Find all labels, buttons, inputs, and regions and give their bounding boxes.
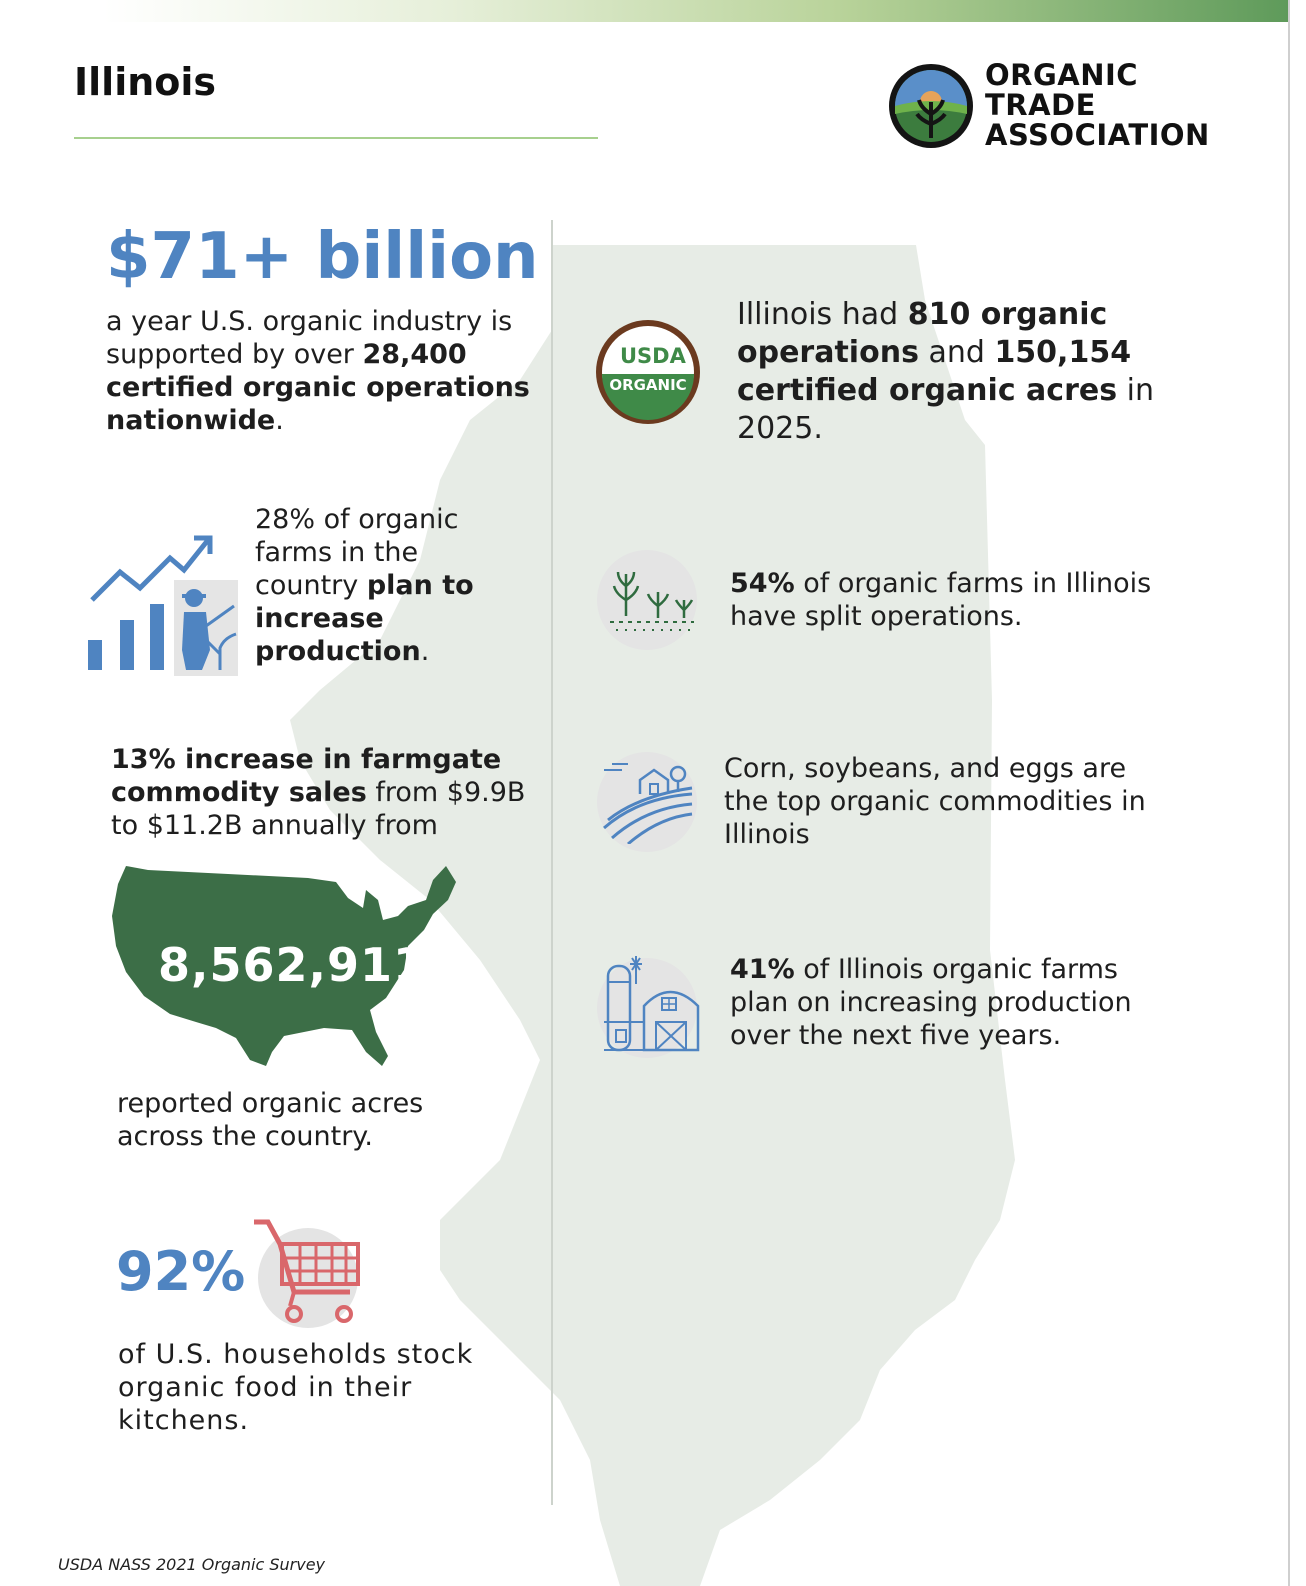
plan-increase-text xyxy=(255,503,495,668)
source-citation: USDA NASS 2021 Organic Survey xyxy=(58,1555,326,1574)
page-edge xyxy=(1288,0,1290,1586)
title-underline xyxy=(74,137,598,139)
ops-text-mid: and xyxy=(918,335,995,370)
industry-description xyxy=(106,305,536,437)
industry-value: $71+ billion xyxy=(106,220,539,294)
households-percent: 92% xyxy=(116,1240,246,1303)
ops-text-pre: Illinois had xyxy=(737,297,908,332)
barn-silo-icon xyxy=(600,952,704,1054)
column-divider xyxy=(551,220,553,1505)
sales-increase-text xyxy=(111,743,541,842)
farm-fields-icon xyxy=(598,758,694,844)
split-text-bold: 54% xyxy=(730,568,795,599)
organic-trade-association-logo-icon xyxy=(887,62,975,150)
logo-line-2: TRADE xyxy=(985,88,1096,122)
top-gradient-bar xyxy=(0,0,1290,22)
split-text-post: of organic farms in Illinois have split operations. xyxy=(730,568,1152,632)
shopping-cart-icon xyxy=(250,1216,366,1328)
sales-text-bold: 13% increase in farmgate commodity sales xyxy=(111,744,502,808)
organization-name xyxy=(985,60,1210,150)
plan-text-post: . xyxy=(420,636,430,667)
acres-number: 8,562,911 xyxy=(158,938,426,992)
plan-text-pre: 28% of organic farms in the country xyxy=(255,504,459,601)
industry-text-bold: 28,400 certified organic operations nationwide xyxy=(106,339,530,436)
sprouts-icon xyxy=(604,560,698,640)
page-title: Illinois xyxy=(74,60,217,104)
growth-chart-farmer-icon xyxy=(84,530,244,680)
sales-text-post: from $9.9B to $11.2B annually from xyxy=(111,777,526,841)
increase-text-bold: 41% xyxy=(730,954,795,985)
ops-text-bold-1: 810 organic operations xyxy=(737,297,1108,370)
logo-line-1: ORGANIC xyxy=(985,58,1139,92)
split-operations-text xyxy=(730,567,1180,633)
organic-label: ORGANIC xyxy=(609,376,687,394)
industry-text-post: . xyxy=(275,405,284,436)
ops-text-post: in 2025. xyxy=(737,373,1154,446)
usda-label: USDA xyxy=(620,344,686,368)
households-description: of U.S. households stock organic food in their kitchens. xyxy=(118,1339,474,1436)
logo-line-3: ASSOCIATION xyxy=(985,118,1210,152)
commodities-text: Corn, soybeans, and eggs are the top organic commodities in Illinois xyxy=(724,753,1146,850)
ops-text-bold-2: 150,154 certified organic acres xyxy=(737,335,1132,408)
plan-text-bold: plan to increase production xyxy=(255,570,474,667)
increase-production-text xyxy=(730,953,1170,1052)
increase-text-post: of Illinois organic farms plan on increasing production over the next five years. xyxy=(730,954,1132,1051)
usda-organic-seal-icon xyxy=(594,318,702,426)
acres-description: reported organic acres across the country. xyxy=(117,1088,424,1152)
industry-text-pre: a year U.S. organic industry is supported by over xyxy=(106,306,513,370)
operations-text xyxy=(737,296,1157,448)
